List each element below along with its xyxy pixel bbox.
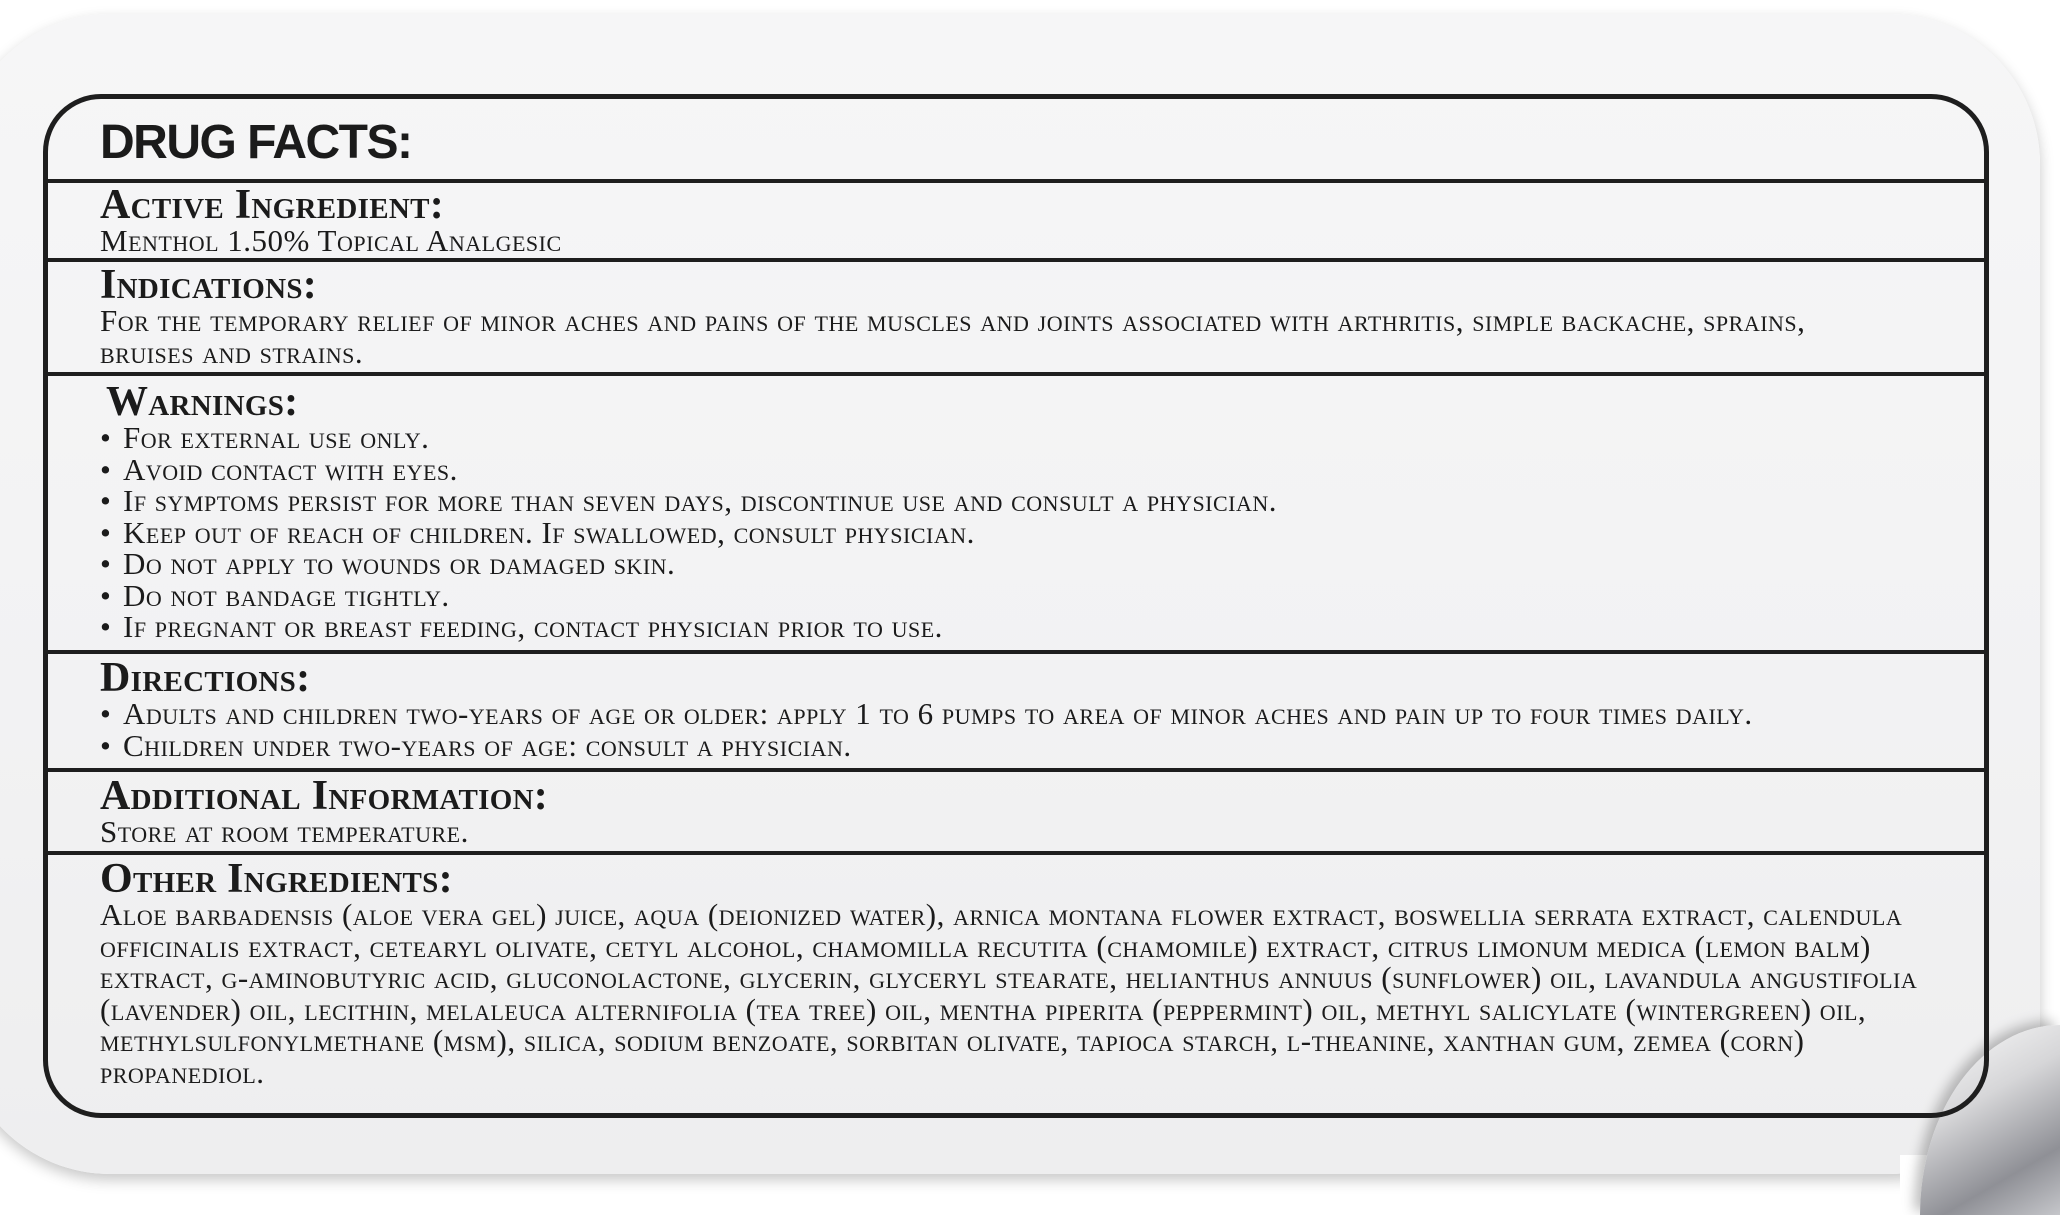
divider bbox=[48, 258, 1984, 262]
list-item: • Do not bandage tightly. bbox=[100, 577, 450, 613]
additional-information-text: Store at room temperature. bbox=[100, 814, 469, 849]
other-ingredients-text: Aloe barbadensis (aloe vera gel) juice, aqua (deionized water), arnica montana flower extract, boswellia serrata extract, calendula officinalis extract, cetearyl olivate, cetyl alcohol, chamomilla recutita (chamomile) extract, citrus limonum medica (lemon balm) extract, g-aminobutyric acid, gluconolactone, glycerin, glyceryl stearate, helianthus annuus (sunflower) oil, lavandula angustifolia (lavender) oil, lecithin, melaleuca alternifolia (tea tree) oil, mentha piperita (peppermint) oil, methyl salicylate (wintergreen) oil, methylsulfonylmethane (msm), silica, sodium benzoate, sorbitan olivate, tapioca starch, l-theanine, xanthan gum, zemea (corn) propanediol. bbox=[100, 897, 1918, 1090]
list-item: • Children under two-years of age: consult a physician. bbox=[100, 727, 852, 763]
additional-information-heading: Additional Information: bbox=[100, 773, 549, 819]
active-ingredient-heading: Active Ingredient: bbox=[100, 182, 445, 228]
warnings-section bbox=[48, 379, 1984, 425]
list-item: • Avoid contact with eyes. bbox=[100, 451, 458, 487]
additional-information-section bbox=[48, 773, 1984, 849]
indications-heading: Indications: bbox=[100, 262, 318, 308]
list-item: • Adults and children two-years of age or older: apply 1 to 6 pumps to area of minor aches and pain up to four times daily. bbox=[100, 696, 1753, 731]
active-ingredient-text: Menthol 1.50% Topical Analgesic bbox=[100, 223, 562, 258]
list-item: • For external use only. bbox=[100, 420, 430, 455]
directions-heading: Directions: bbox=[100, 655, 311, 701]
active-ingredient-section bbox=[48, 182, 1984, 258]
warnings-heading: Warnings: bbox=[106, 379, 299, 425]
title-section bbox=[48, 117, 1984, 177]
warnings-list bbox=[100, 422, 1944, 643]
indications-text: For the temporary relief of minor aches and pains of the muscles and joints associated with arthritis, simple backache, sprains, bruises and strains. bbox=[100, 303, 1806, 370]
other-ingredients-heading: Other Ingredients: bbox=[100, 856, 453, 902]
divider bbox=[48, 372, 1984, 376]
list-item: • If symptoms persist for more than seven days, discontinue use and consult a physician. bbox=[100, 483, 1278, 518]
drug-facts-panel bbox=[43, 94, 1989, 1118]
directions-list bbox=[100, 698, 1944, 761]
list-item: • Do not apply to wounds or damaged skin. bbox=[100, 546, 676, 581]
indications-section bbox=[48, 262, 1984, 370]
divider bbox=[48, 768, 1984, 772]
divider bbox=[48, 650, 1984, 654]
list-item: • Keep out of reach of children. If swallowed, consult physician. bbox=[100, 514, 975, 550]
drug-facts-title: DRUG FACTS: bbox=[100, 116, 412, 169]
warnings-list-wrap bbox=[48, 422, 1984, 643]
list-item: • If pregnant or breast feeding, contact physician prior to use. bbox=[100, 609, 943, 644]
directions-section bbox=[48, 655, 1984, 763]
other-ingredients-section bbox=[48, 856, 1984, 1090]
divider bbox=[48, 851, 1984, 855]
